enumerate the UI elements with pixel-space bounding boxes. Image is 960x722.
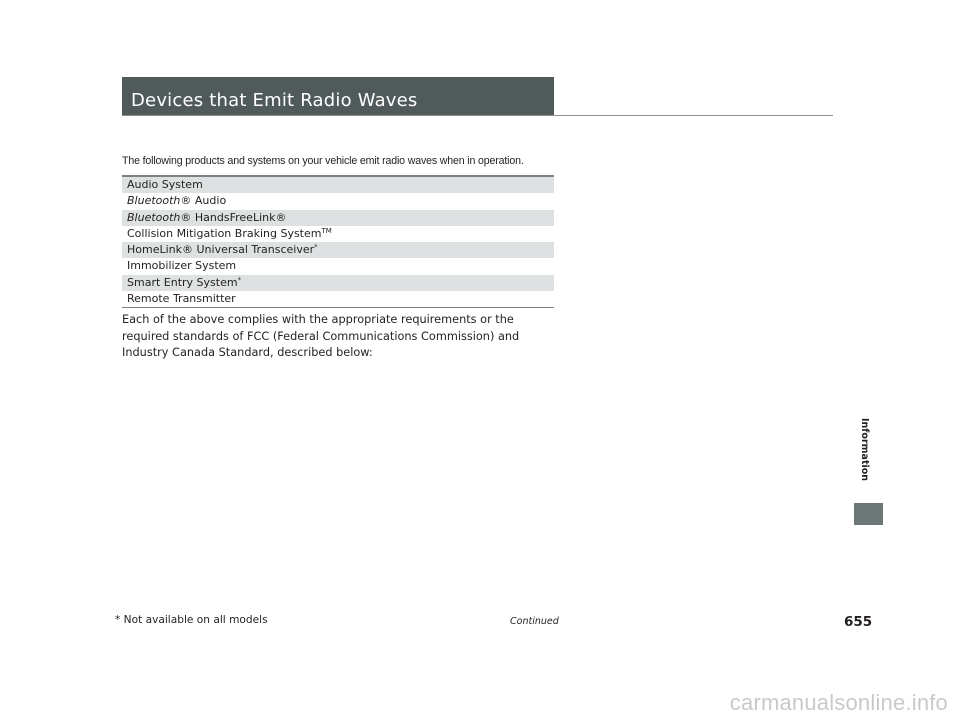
device-label: Immobilizer System — [127, 259, 237, 273]
watermark-logo: carmanualsonline.info — [729, 690, 948, 715]
device-row-homelink — [122, 242, 554, 258]
device-row-collision-mitigation — [122, 226, 554, 242]
footnote: * Not available on all models — [115, 614, 268, 626]
device-row-immobilizer — [122, 258, 554, 274]
device-label: ® Audio — [180, 194, 227, 208]
compliance-paragraph: Each of the above complies with the appropriate requirements or the required standards of FCC (Federal Communications Commission) and Industry Canada Standard, described below: — [122, 313, 520, 359]
chapter-tab[interactable] — [854, 503, 883, 525]
device-table — [122, 175, 554, 308]
device-brand: Bluetooth — [127, 210, 181, 224]
intro-text: The following products and systems on your vehicle emit radio waves when in operation. — [122, 155, 524, 167]
device-mark: TM — [321, 226, 332, 235]
section-title: Devices that Emit Radio Waves — [122, 77, 554, 115]
device-label: HomeLink® Universal Transceiver — [127, 243, 315, 257]
device-label: Audio System — [127, 178, 203, 191]
device-row-bluetooth-handsfreelink — [122, 210, 554, 226]
header-rule — [122, 115, 833, 116]
continued-label: Continued — [510, 616, 559, 627]
device-row-audio-system — [122, 177, 554, 193]
page-number: 655 — [844, 614, 873, 630]
device-brand: Bluetooth — [127, 194, 181, 208]
device-row-remote-transmitter — [122, 291, 554, 307]
device-mark: * — [237, 275, 242, 284]
device-label: ® HandsFreeLink® — [180, 210, 287, 224]
device-row-bluetooth-audio — [122, 193, 554, 209]
device-mark: * — [314, 243, 318, 252]
device-label: Smart Entry System — [127, 275, 238, 289]
device-label: Collision Mitigation Braking System — [127, 226, 322, 240]
device-row-smart-entry — [122, 275, 554, 291]
device-label: Remote Transmitter — [127, 292, 236, 306]
side-chapter-text: Information — [859, 418, 870, 482]
